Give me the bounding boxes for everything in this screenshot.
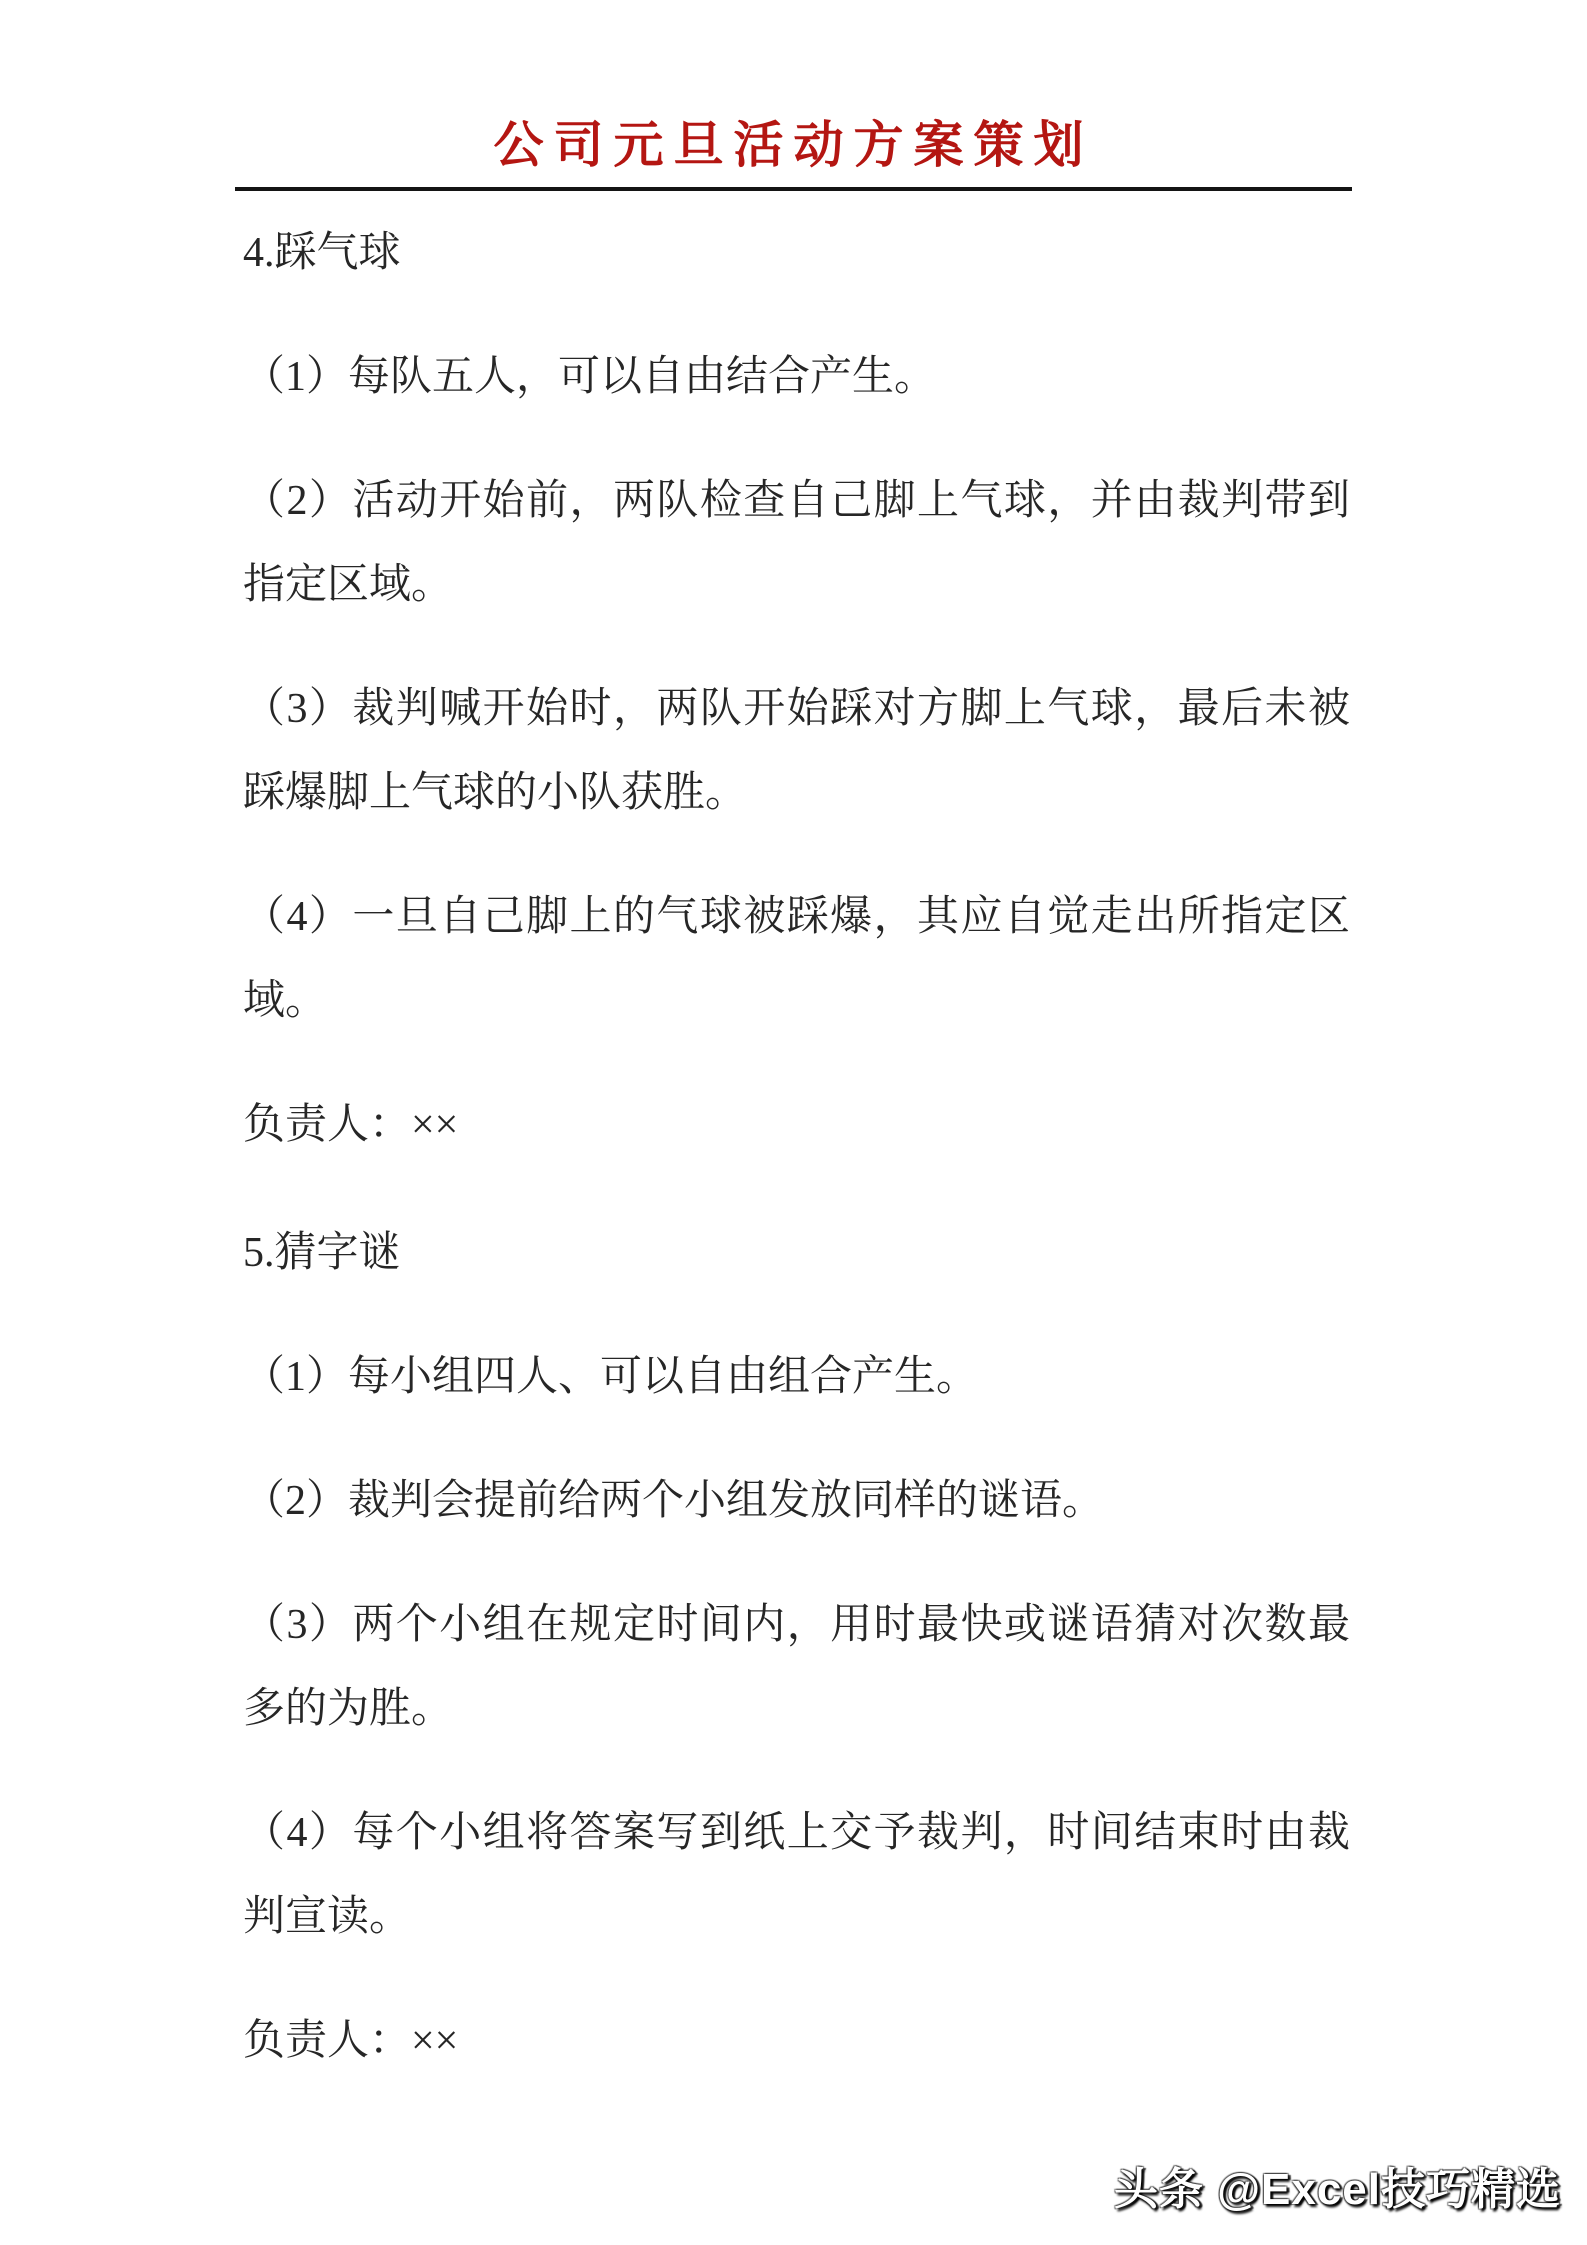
section-5-item-2: （2）裁判会提前给两个小组发放同样的谜语。 [243, 1478, 1105, 1524]
section-4-item-3: （3）裁判喊开始时，两队开始踩对方脚上气球，最后未被踩爆脚上气球的小队获胜。 [243, 686, 1350, 816]
section-4-owner-line: 负责人：×× [243, 1102, 459, 1148]
section-4-heading: 4.踩气球 [243, 230, 401, 276]
section-4-item-4: （4）一旦自己脚上的气球被踩爆，其应自觉走出所指定区域。 [243, 894, 1350, 1024]
title-underline-rule [235, 187, 1352, 191]
page-title: 公司元旦活动方案策划 [493, 117, 1094, 173]
section-5-item-4: （4）每个小组将答案写到纸上交予裁判，时间结束时由裁判宣读。 [243, 1810, 1350, 1940]
section-5-owner-line: 负责人：×× [243, 2018, 459, 2064]
title-block [0, 0, 1587, 191]
section-5-heading: 5.猜字谜 [243, 1230, 401, 1276]
section-5-item-3: （3）两个小组在规定时间内，用时最快或谜语猜对次数最多的为胜。 [243, 1602, 1350, 1732]
watermark-text: 头条 @Excel技巧精选 [1113, 2165, 1561, 2214]
section-4-item-2: （2）活动开始前，两队检查自己脚上气球，并由裁判带到指定区域。 [243, 478, 1350, 608]
document-body [243, 211, 1350, 2083]
section-5-item-1: （1）每小组四人、可以自由组合产生。 [243, 1354, 979, 1400]
watermark [1114, 2153, 1561, 2217]
section-4-item-1: （1）每队五人，可以自由结合产生。 [243, 354, 937, 400]
